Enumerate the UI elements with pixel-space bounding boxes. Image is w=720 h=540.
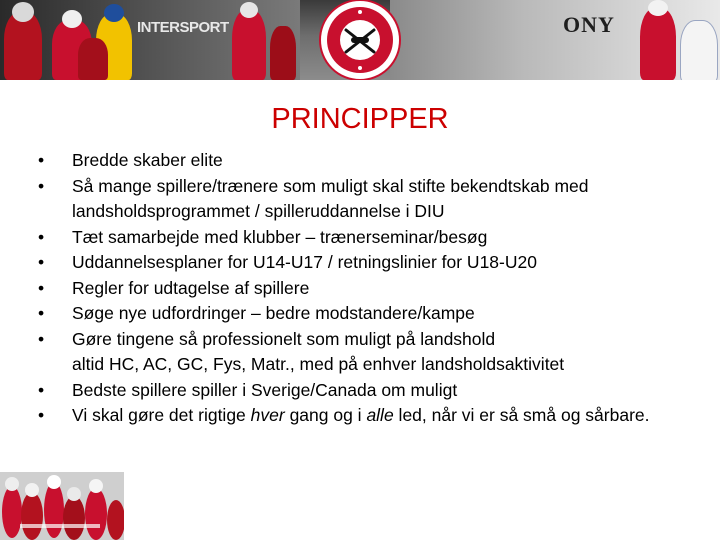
bullet-text: Vi skal gøre det rigtige <box>72 405 251 425</box>
slide-title-text: PRINCIPPER <box>271 103 449 135</box>
bullet-text: led, når vi er så små og sårbare. <box>393 405 650 425</box>
bullet-item: • Bredde skaber elite <box>38 148 678 174</box>
bullet-item: • Gøre tingene så professionelt som muligt på landshold <box>38 327 678 353</box>
bullet-item: • Søge nye udfordringer – bedre modstandere/kampe <box>38 301 678 327</box>
bullet-item: • Så mange spillere/trænere som muligt skal stifte bekendtskab med landsholdsprogrammet / spilleruddannelse i DIU <box>38 174 678 225</box>
player-figure <box>4 12 42 80</box>
player-helmet <box>240 2 258 18</box>
player-figure <box>232 10 266 80</box>
slide-title <box>0 101 720 137</box>
bullet-item: • Uddannelsesplaner for U14-U17 / retningslinier for U18-U20 <box>38 250 678 276</box>
player-helmet <box>12 2 34 22</box>
bullet-item: • Bedste spillere spiller i Sverige/Canada om muligt <box>38 378 678 404</box>
bullet-text: gang og i <box>284 405 367 425</box>
player-helmet <box>104 4 124 22</box>
union-logo <box>318 0 402 80</box>
header-banner <box>0 0 720 80</box>
team-photo <box>0 472 124 540</box>
bullet-item: • Tæt samarbejde med klubber – trænerseminar/besøg <box>38 225 678 251</box>
player-helmet <box>648 0 668 16</box>
team-photo-art <box>0 472 124 540</box>
player-helmet <box>62 10 82 28</box>
player-figure <box>680 20 718 80</box>
player-figure <box>78 38 108 80</box>
sponsor-text-right: ONY <box>563 12 615 37</box>
player-figure <box>270 26 296 80</box>
bullet-list <box>38 148 678 429</box>
emphasis-hver: hver <box>250 405 285 425</box>
bullet-item: • Regler for udtagelse af spillere <box>38 276 678 302</box>
sponsor-text-left: INTERSPORT <box>137 19 229 36</box>
bullet-continuation: altid HC, AC, GC, Fys, Matr., med på enhver landsholdsaktivitet <box>72 354 565 374</box>
emphasis-alle: alle <box>366 405 394 425</box>
bullet-item <box>38 403 678 429</box>
player-figure <box>640 8 676 80</box>
